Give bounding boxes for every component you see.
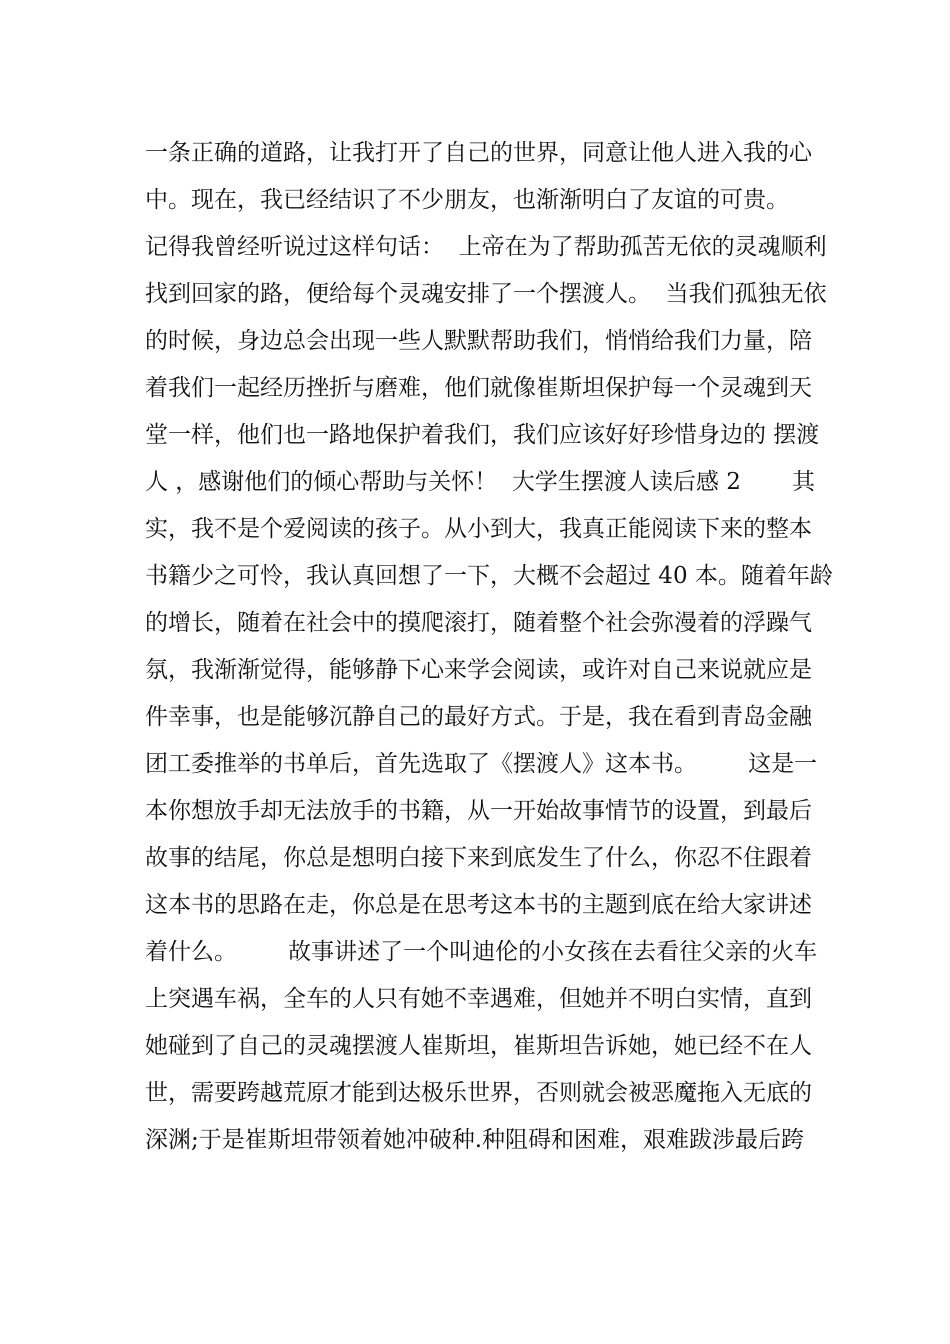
text-line: 深渊;于是崔斯坦带领着她冲破种.种阻碍和困难，艰难跋涉最后跨 [145, 1127, 805, 1153]
text-line: 一条正确的道路，让我打开了自己的世界，同意让他人进入我的心 [145, 140, 812, 166]
text-line: 件幸事，也是能够沉静自己的最好方式。于是，我在看到青岛金融 [145, 704, 812, 730]
text-line: 着我们一起经历挫折与磨难，他们就像崔斯坦保护每一个灵魂到天 [145, 375, 812, 401]
text-line: 实，我不是个爱阅读的孩子。从小到大，我真正能阅读下来的整本 [145, 516, 812, 542]
text-line: 团工委推举的书单后，首先选取了《摆渡人》这本书。 这是一 [145, 751, 818, 777]
text-line: 这本书的思路在走，你总是在思考这本书的主题到底在给大家讲述 [145, 892, 812, 918]
text-line: 着什么。 故事讲述了一个叫迪伦的小女孩在去看往父亲的火车 [145, 939, 818, 965]
text-line: 书籍少之可怜，我认真回想了一下，大概不会超过 40 本。随着年龄 [145, 563, 833, 589]
text-line: 中。现在，我已经结识了不少朋友，也渐渐明白了友谊的可贵。 [145, 187, 789, 213]
body-text [145, 130, 833, 1164]
text-line: 故事的结尾，你总是想明白接下来到底发生了什么，你忍不住跟着 [145, 845, 812, 871]
text-line: 上突遇车祸，全车的人只有她不幸遇难，但她并不明白实情，直到 [145, 986, 812, 1012]
text-line: 世，需要跨越荒原才能到达极乐世界，否则就会被恶魔拖入无底的 [145, 1080, 812, 1106]
text-line: 找到回家的路，便给每个灵魂安排了一个摆渡人。 当我们孤独无依 [145, 281, 827, 307]
text-line: 的增长，随着在社会中的摸爬滚打，随着整个社会弥漫着的浮躁气 [145, 610, 812, 636]
text-line: 堂一样，他们也一路地保护着我们，我们应该好好珍惜身边的 摆渡 [145, 422, 820, 448]
text-line: 人 ，感谢他们的倾心帮助与关怀！ 大学生摆渡人读后感 2 其 [145, 469, 816, 495]
text-line: 记得我曾经听说过这样句话： 上帝在为了帮助孤苦无依的灵魂顺利 [145, 234, 827, 260]
text-line: 氛，我渐渐觉得，能够静下心来学会阅读，或许对自己来说就应是 [145, 657, 812, 683]
text-line: 的时候，身边总会出现一些人默默帮助我们，悄悄给我们力量，陪 [145, 328, 812, 354]
text-line: 本你想放手却无法放手的书籍，从一开始故事情节的设置，到最后 [145, 798, 812, 824]
text-line: 她碰到了自己的灵魂摆渡人崔斯坦，崔斯坦告诉她，她已经不在人 [145, 1033, 812, 1059]
